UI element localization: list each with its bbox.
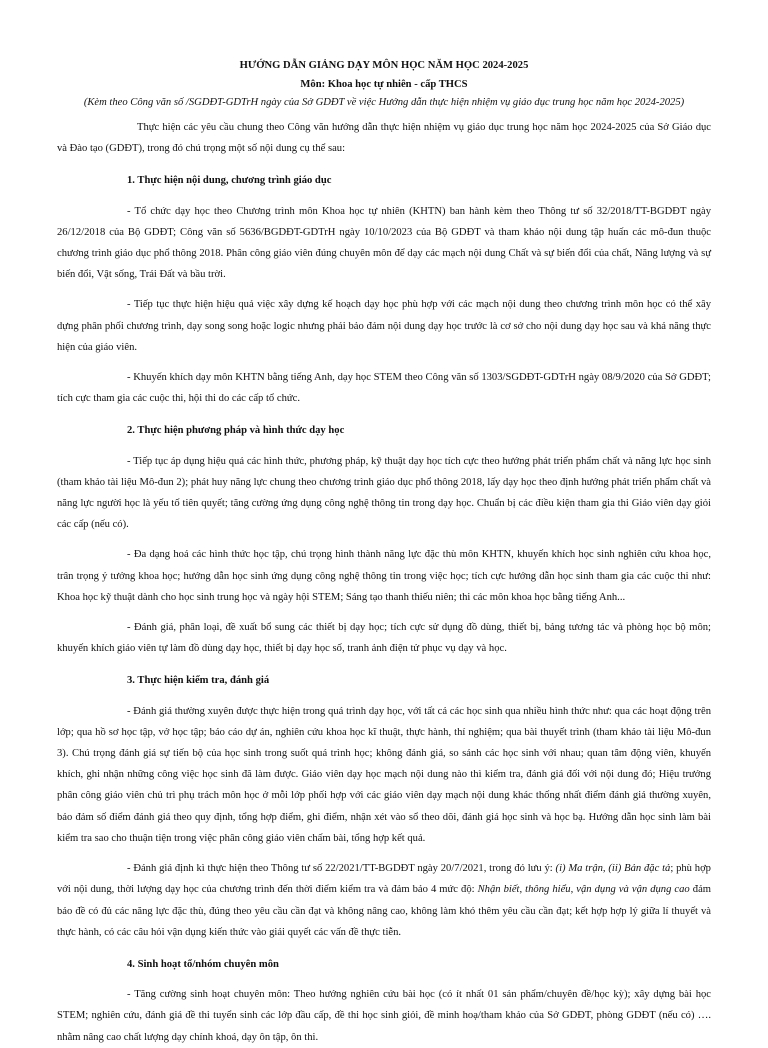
intro-paragraph: Thực hiện các yêu cầu chung theo Công văn hướng dẫn thực hiện nhiệm vụ giáo dục trung học năm học 2024-2025 của Sở Giáo dục và Đào tạo (GDĐT), trong đó chú trọng một số nội dung cụ thể sau: <box>57 122 711 155</box>
section-heading: 2. Thực hiện phương pháp và hình thức dạy học <box>127 425 345 437</box>
document-title: HƯỚNG DẪN GIẢNG DẠY MÔN HỌC NĂM HỌC 2024-2025 <box>239 60 529 71</box>
italic-emphasis: (i) Ma trận, (ii) Bản đặc tả <box>555 863 671 875</box>
section-paragraph: - Khuyến khích dạy môn KHTN bằng tiếng Anh, dạy học STEM theo Công văn số 1303/SGDĐT-GDTrH ngày 08/9/2020 của Sở GDĐT; tích cực tham gia các cuộc thi, hội thi do các cấp tổ chức. <box>57 372 711 405</box>
section-heading: 1. Thực hiện nội dung, chương trình giáo dục <box>127 175 332 187</box>
section-paragraph: - Đánh giá thường xuyên được thực hiện trong quá trình dạy học, với tất cả các học sinh qua nhiều hình thức như: qua các hoạt động trên lớp; qua hồ sơ học tập, vở học tập; báo cáo dự án, nghiên cứu khoa học kĩ thuật, thực hành, thí nghiệm; qua bài thuyết trình (tham khảo tài liệu Mô-đun 3). Chú trọng đánh giá sự tiến bộ của học sinh trong suốt quá trình học; không đánh giá, so sánh các học sinh với nhau; quan tâm động viên, khuyến khích, ghi nhận những công việc học sinh đã làm được. Giáo viên dạy học mạch nội dung nào thì kiểm tra, đánh giá đối với nội dung đó; Hiệu trưởng phân công giáo viên chủ trì phụ trách môn học ở mỗi lớp phối hợp với các giáo viên dạy mạch nội dung khác thống nhất điểm đánh giá thường xuyên, bảo đảm số điểm đánh giá theo quy định, tổng hợp điểm, ghi điểm, nhận xét vào sổ theo dõi, đánh giá học sinh và học bạ. Hướng dẫn học sinh làm bài kiểm tra sao cho thuận tiện trong việc phân công giáo viên chấm bài, tổng hợp kết quả. <box>57 705 711 844</box>
section-paragraph: - Đánh giá, phân loại, đề xuất bổ sung các thiết bị dạy học; tích cực sử dụng đồ dùng, thiết bị, bảng tương tác và phòng học bộ môn; khuyến khích giáo viên tự làm đồ dùng dạy học, thiết bị dạy học số, tranh ảnh điện tử phục vụ dạy và học. <box>57 622 711 655</box>
section-paragraph: - Tiếp tục thực hiện hiệu quả việc xây dựng kế hoạch dạy học phù hợp với các mạch nội dung theo chương trình môn học có thể xây dựng phân phối chương trình, dạy song song hoặc logic nhưng phải bảo đảm nội dung dạy học trước là cơ sở cho nội dung dạy học sau và khả năng thực hiện của giáo viên. <box>57 299 711 353</box>
section-paragraph: - Tăng cường sinh hoạt chuyên môn: Theo hướng nghiên cứu bài học (có ít nhất 01 sản phẩm/chuyên đề/học kỳ); xây dựng bài học STEM; nghiên cứu, đánh giá đề thi tuyển sinh các lớp đầu cấp, đề thi học sinh giỏi, đề minh hoạ/tham khảo của Sở GDĐT, phòng GDĐT (nếu có) …. nhằm nâng cao chất lượng dạy chính khoá, dạy ôn tập, ôn thi. <box>57 989 711 1043</box>
section-paragraph: - Đánh giá định kì thực hiện theo Thông tư số 22/2021/TT-BGDĐT ngày 20/7/2021, trong đó lưu ý: (i) Ma trận, (ii) Bản đặc tả; phù hợp với nội dung, thời lượng dạy học của chương trình đến thời điểm kiểm tra và đảm bảo 4 mức độ: Nhận biết, thông hiểu, vận dụng và vận dụng cao đảm bảo đề có đủ các năng lực đặc thù, đúng theo yêu cầu cần đạt và không nâng cao, không làm khó thêm yêu cầu cần đạt; kết hợp hợp lý giữa lí thuyết và thực hành, có các câu hỏi vận dụng kiến thức vào giải quyết các vấn đề thực tiễn. <box>57 863 712 938</box>
section-paragraph: - Tiếp tục áp dụng hiệu quả các hình thức, phương pháp, kỹ thuật dạy học tích cực theo hướng phát triển phẩm chất và năng lực học sinh (tham khảo tài liệu Mô-đun 2); phát huy năng lực chung theo chương trình giáo dục phổ thông 2018, lấy dạy học theo định hướng phát triển phẩm chất và năng lực người học là yếu tố tiên quyết; tăng cường ứng dụng công nghệ thông tin trong dạy học. Chuẩn bị các điều kiện tham gia thi Giáo viên dạy giỏi các cấp (nếu có). <box>57 455 711 531</box>
section-paragraph: - Tổ chức dạy học theo Chương trình môn Khoa học tự nhiên (KHTN) ban hành kèm theo Thông tư số 32/2018/TT-BGDĐT ngày 26/12/2018 của Bộ GDĐT; Công văn số 5636/BGDĐT-GDTrH ngày 10/10/2023 của Bộ GDĐT và tham khảo nội dung tập huấn các mô-đun thuộc chương trình giáo dục phổ thông 2018. Phân công giáo viên đúng chuyên môn để dạy các mạch nội dung Chất và sự biến đổi của chất, Năng lượng và sự biến đổi, Vật sống, Trái Đất và bầu trời. <box>57 205 711 281</box>
document-sections <box>57 170 711 1047</box>
section-heading: 3. Thực hiện kiểm tra, đánh giá <box>127 675 270 687</box>
section-paragraph: - Đa dạng hoá các hình thức học tập, chú trọng hình thành năng lực đặc thù môn KHTN, khuyến khích học sinh nghiên cứu khoa học, trân trọng ý tưởng khoa học; hướng dẫn học sinh ứng dụng công nghệ thông tin trong việc học; tích cực hướng dẫn học sinh tham gia các cuộc thi như: Khoa học kỹ thuật dành cho học sinh trung học và ngày hội STEM; Sáng tạo thanh thiếu niên; thi các môn khoa học bằng tiếng Anh... <box>57 549 711 603</box>
italic-emphasis: Nhận biết, thông hiểu, vận dụng và vận dụng cao <box>477 884 690 896</box>
document-note: (Kèm theo Công văn số /SGDĐT-GDTrH ngày của Sở GDĐT về việc Hướng dẫn thực hiện nhiệm vụ giáo dục trung học năm học 2024-2025) <box>83 97 685 108</box>
section-heading: 4. Sinh hoạt tổ/nhóm chuyên môn <box>127 958 279 970</box>
document-subtitle: Môn: Khoa học tự nhiên - cấp THCS <box>300 79 468 90</box>
